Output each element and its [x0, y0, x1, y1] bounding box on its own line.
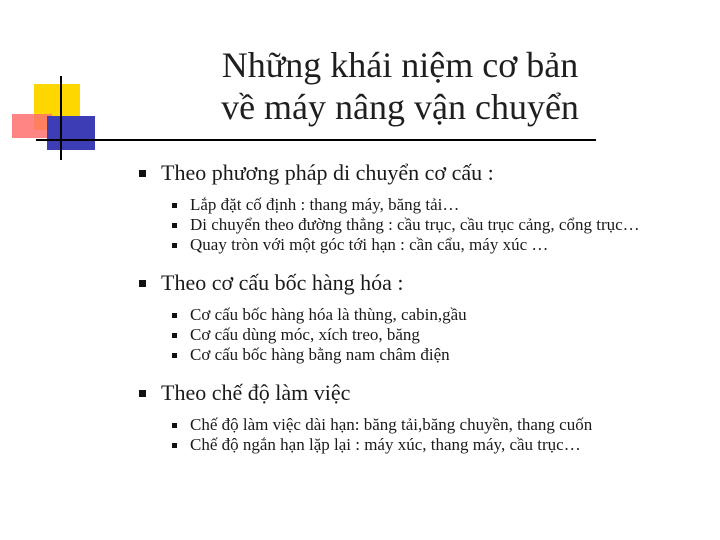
square-bullet-icon — [172, 423, 177, 428]
square-bullet-icon — [139, 170, 146, 177]
logo-vertical-line — [60, 76, 62, 160]
list-item-text: Di chuyển theo đường thẳng : cầu trục, cầu trục cảng, cổng trục… — [190, 215, 640, 234]
list-item — [171, 235, 698, 255]
section-heading-text: Theo chế độ làm việc — [161, 380, 351, 405]
square-bullet-icon — [172, 223, 177, 228]
list-item — [171, 325, 698, 345]
list-item — [171, 305, 698, 325]
list-item-text: Chế độ làm việc dài hạn: băng tải,băng chuyền, thang cuốn — [190, 415, 593, 434]
bullet-content — [138, 160, 698, 455]
square-bullet-icon — [172, 243, 177, 248]
slide-title — [140, 44, 660, 128]
list-item-text: Quay tròn với một góc tới hạn : cần cẩu, máy xúc … — [190, 235, 549, 254]
square-bullet-icon — [139, 390, 146, 397]
list-item-text: Cơ cấu bốc hàng bằng nam châm điện — [190, 345, 450, 364]
list-item-text: Cơ cấu dùng móc, xích treo, băng — [190, 325, 420, 344]
list-item — [171, 195, 698, 215]
square-bullet-icon — [172, 333, 177, 338]
list-item — [171, 435, 698, 455]
section-list-lifting-mechanism — [171, 305, 698, 365]
square-bullet-icon — [172, 353, 177, 358]
section-list-work-mode — [171, 415, 698, 455]
logo-red-rectangle — [12, 114, 52, 138]
section-list-movement — [171, 195, 698, 255]
square-bullet-icon — [172, 443, 177, 448]
section-heading-text: Theo cơ cấu bốc hàng hóa : — [161, 270, 404, 295]
square-bullet-icon — [172, 203, 177, 208]
square-bullet-icon — [172, 313, 177, 318]
slide-title-line-2: về máy nâng vận chuyển — [221, 87, 579, 127]
list-item-text: Chế độ ngắn hạn lặp lại : máy xúc, thang máy, cầu trục… — [190, 435, 581, 454]
section-heading-text: Theo phương pháp di chuyển cơ cấu : — [161, 160, 494, 185]
logo-blue-square — [47, 116, 95, 150]
square-bullet-icon — [139, 280, 146, 287]
section-heading-movement — [138, 160, 698, 186]
slide-title-line-1: Những khái niệm cơ bản — [221, 45, 579, 85]
list-item — [171, 215, 698, 235]
section-heading-lifting-mechanism — [138, 270, 698, 296]
list-item — [171, 415, 698, 435]
section-heading-work-mode — [138, 380, 698, 406]
title-underline — [36, 139, 596, 141]
list-item-text: Lắp đặt cố định : thang máy, băng tải… — [190, 195, 460, 214]
list-item — [171, 345, 698, 365]
list-item-text: Cơ cấu bốc hàng hóa là thùng, cabin,gầu — [190, 305, 467, 324]
